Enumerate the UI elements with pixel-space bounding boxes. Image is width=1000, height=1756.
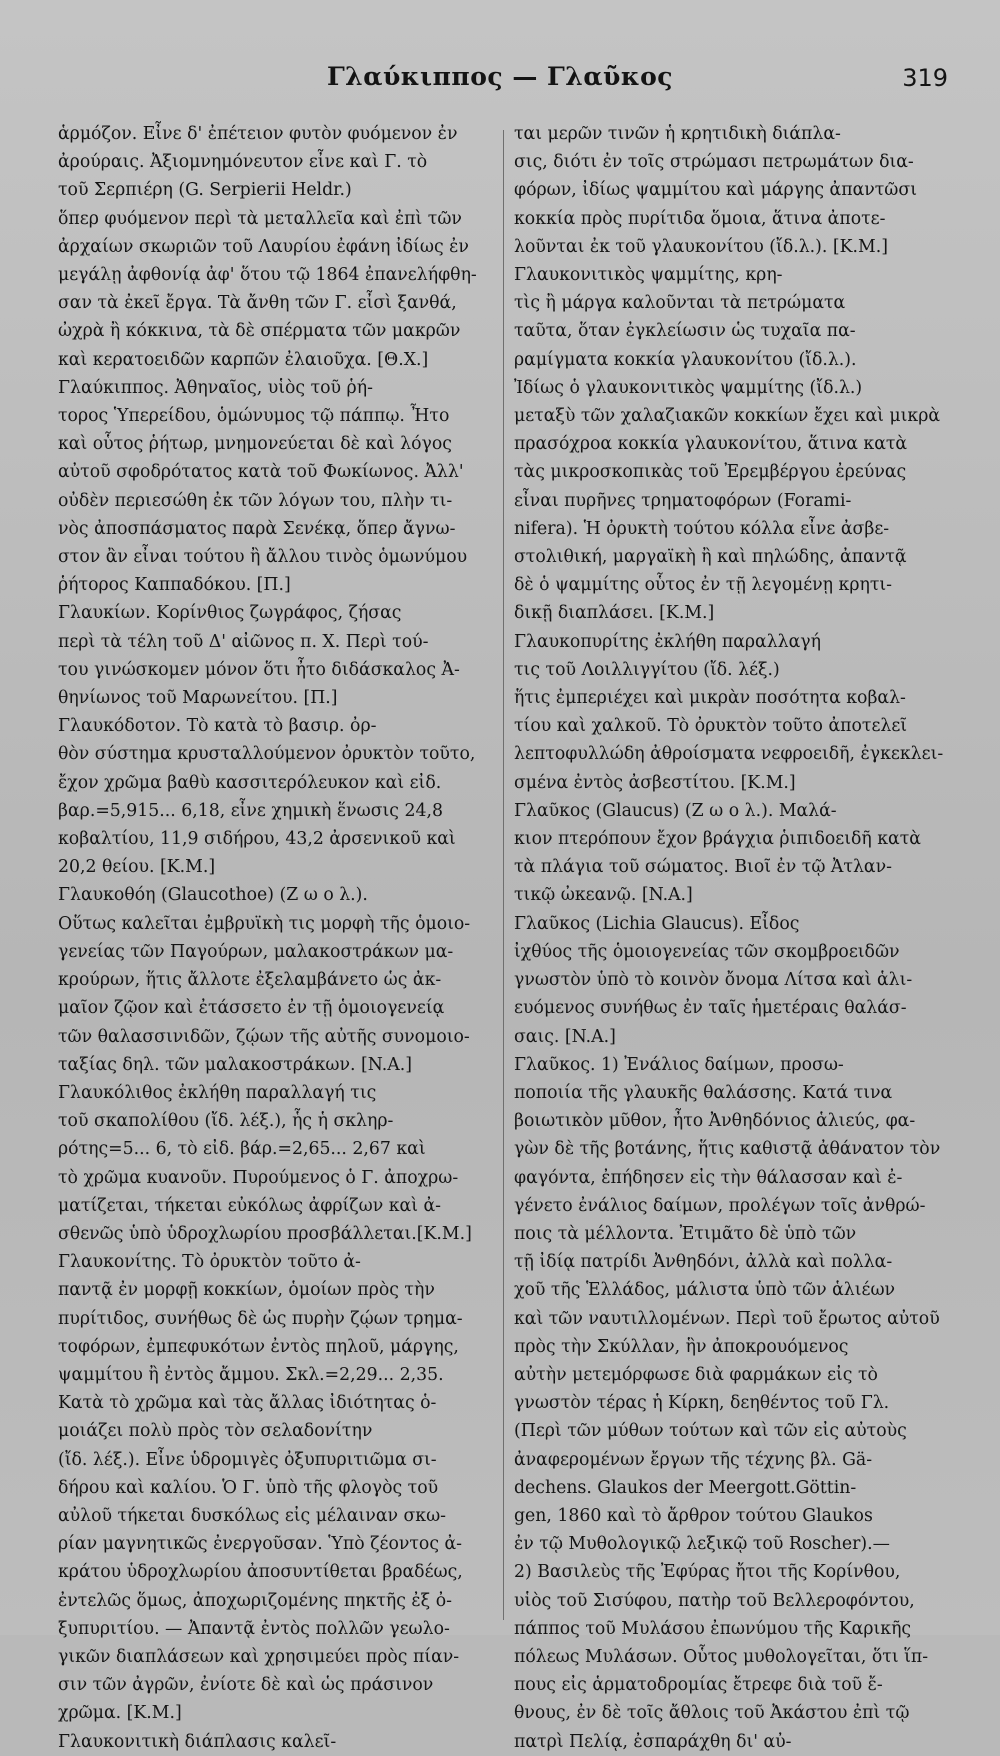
text-line: γένετο ἐνάλιος δαίμων, προλέγων τοῖς ἀνθρώ- bbox=[514, 1195, 926, 1216]
text-line: βοιωτικὸν μῦθον, ἦτο Ἀνθηδόνιος ἁλιεύς, φα- bbox=[514, 1111, 916, 1132]
text-line: πρασόχροα κοκκία γλαυκονίτου, ἅτινα κατὰ bbox=[514, 434, 908, 455]
text-line: τὰ πλάγια τοῦ σώματος. Βιοῖ ἐν τῷ Ἀτλαν- bbox=[514, 857, 892, 878]
text-line: περὶ τὰ τέλη τοῦ Δ' αἰῶνος π. Χ. Περὶ τού- bbox=[58, 631, 429, 652]
text-line: dechens. Glaukos der Meergott.Göttin- bbox=[514, 1477, 857, 1498]
text-line: ξυπυριτίου. — Ἀπαντᾷ ἐντὸς πολλῶν γεωλο- bbox=[58, 1618, 450, 1639]
text-line: πρὸς τὴν Σκύλλαν, ἣν ἀποκρουόμενος bbox=[514, 1336, 849, 1357]
text-line: μοιάζει πολὺ πρὸς τὸν σελαδονίτην bbox=[58, 1421, 373, 1442]
text-line: Γλαυκοθόη (Glaucothoe) (Ζ ω ο λ.). bbox=[58, 885, 368, 906]
text-line: nifera). Ἡ ὀρυκτὴ τούτου κόλλα εἶνε ἀσβε- bbox=[514, 518, 890, 539]
text-line: δὲ ὁ ψαμμίτης οὗτος ἐν τῇ λεγομένῃ κρητι- bbox=[514, 575, 893, 596]
text-line: τοῦ Σερπιέρη (G. Serpierii Heldr.) bbox=[58, 180, 352, 201]
text-line: ψαμμίτου ἢ ἐντὸς ἄμμου. Σκλ.=2,29... 2,35. bbox=[58, 1364, 444, 1385]
text-line: υἱὸς τοῦ Σισύφου, πατὴρ τοῦ Βελλεροφόντου, bbox=[514, 1590, 915, 1611]
text-line: τίου καὶ χαλκοῦ. Τὸ ὀρυκτὸν τοῦτο ἀποτελεῖ bbox=[514, 716, 908, 737]
text-line: τικῷ ὠκεανῷ. [N.A.] bbox=[514, 885, 693, 906]
text-line: φόρων, ἰδίως ψαμμίτου καὶ μάργης ἀπαντῶσι bbox=[514, 180, 917, 201]
text-line: δήρου καὶ καλίου. Ὁ Γ. ὑπὸ τῆς φλογὸς τοῦ bbox=[58, 1477, 439, 1498]
text-line: παντᾷ ἐν μορφῇ κοκκίων, ὁμοίων πρὸς τὴν bbox=[58, 1280, 435, 1301]
text-line: στολιθική, μαργαϊκὴ ἢ καὶ πηλώδης, ἀπαντᾷ bbox=[514, 547, 907, 568]
text-line: Γλαυκόδοτον. Τὸ κατὰ τὸ βασιρ. ὀρ- bbox=[58, 716, 377, 737]
text-line: γενείας τῶν Παγούρων, μαλακοστράκων μα- bbox=[58, 941, 454, 962]
text-line: ἐν τῷ Μυθολογικῷ λεξικῷ τοῦ Roscher).— bbox=[514, 1534, 890, 1555]
text-line: ρίαν μαγνητικῶς ἐνεργοῦσαν. Ὑπὸ ζέοντος ἀ- bbox=[58, 1534, 463, 1555]
text-line: ἁρμόζον. Εἶνε δ' ἐπέτειον φυτὸν φυόμενον ἐν bbox=[58, 124, 458, 144]
text-line: τοφόρων, ἐμπεφυκότων ἐντὸς πηλοῦ, μάργης, bbox=[58, 1336, 459, 1357]
text-line: αὐλοῦ τήκεται δυσκόλως εἰς μέλαιναν σκω- bbox=[58, 1505, 447, 1526]
text-line: ὅπερ φυόμενον περὶ τὰ μεταλλεῖα καὶ ἐπὶ τῶν bbox=[58, 208, 462, 229]
text-line: κρούρων, ἥτις ἄλλοτε ἐξελαμβάνετο ὡς ἀκ- bbox=[58, 970, 442, 991]
text-line: ῥήτορος Καππαδόκου. [Π.] bbox=[58, 575, 291, 596]
text-line: ἔχον χρῶμα βαθὺ κασσιτερόλευκον καὶ εἰδ. bbox=[58, 772, 442, 793]
text-line: ταξίας δηλ. τῶν μαλακοστράκων. [N.A.] bbox=[58, 1054, 412, 1075]
text-line: μεταξὺ τῶν χαλαζιακῶν κοκκίων ἔχει καὶ μικρὰ bbox=[514, 406, 941, 427]
text-line: ποις τὰ μέλλοντα. Ἐτιμᾶτο δὲ ὑπὸ τῶν bbox=[514, 1223, 857, 1244]
text-line: του γινώσκομεν μόνον ὅτι ἦτο διδάσκαλος Ἀ- bbox=[58, 659, 460, 680]
text-line: Γλαυκίων. Κορίνθιος ζωγράφος, ζήσας bbox=[58, 603, 402, 624]
text-line: ἀναφερομένων ἔργων τῆς τέχνης βλ. Gä- bbox=[514, 1449, 873, 1470]
text-line: τῇ ἰδίᾳ πατρίδι Ἀνθηδόνι, ἀλλὰ καὶ πολλα- bbox=[514, 1252, 893, 1273]
text-line: ἀρούραις. Ἀξιομνημόνευτον εἶνε καὶ Γ. τὸ bbox=[58, 152, 428, 173]
text-line: σθενῶς ὑπὸ ὑδροχλωρίου προσβάλλεται.[Κ.Μ.] bbox=[58, 1223, 472, 1244]
text-line: ρότης=5... 6, τὸ εἰδ. βάρ.=2,65... 2,67 καὶ bbox=[58, 1139, 426, 1160]
text-line: κοβαλτίου, 11,9 σιδήρου, 43,2 ἀρσενικοῦ καὶ bbox=[58, 829, 456, 850]
text-line: τοῦ σκαπολίθου (ἴδ. λέξ.), ἧς ἡ σκληρ- bbox=[58, 1111, 394, 1132]
text-line: 2) Βασιλεὺς τῆς Ἐφύρας ἤτοι τῆς Κορίνθου, bbox=[514, 1562, 901, 1583]
text-line: ται μερῶν τινῶν ἡ κρητιδικὴ διάπλα- bbox=[514, 124, 841, 144]
text-line: ταῦτα, ὅταν ἐγκλείωσιν ὡς τυχαῖα πα- bbox=[514, 321, 856, 342]
text-line: 20,2 θείου. [Κ.Μ.] bbox=[58, 857, 216, 878]
text-line: Οὕτως καλεῖται ἐμβρυϊκὴ τις μορφὴ τῆς ὁμοιο- bbox=[58, 913, 471, 934]
text-line: ευόμενος συνήθως ἐν ταῖς ἡμετέραις θαλάσ- bbox=[514, 998, 907, 1019]
text-line: ραμίγματα κοκκία γλαυκονίτου (ἴδ.λ.). bbox=[514, 349, 857, 370]
right-column bbox=[514, 120, 944, 1756]
text-line: ἰχθύος τῆς ὁμοιογενείας τῶν σκομβροειδῶν bbox=[514, 941, 900, 962]
text-line: οὐδὲν περιεσώθη ἐκ τῶν λόγων του, πλὴν τι- bbox=[58, 490, 453, 511]
text-line: πους εἰς ἁρματοδρομίας ἔτρεφε διὰ τοῦ ἔ- bbox=[514, 1675, 883, 1696]
text-line: χοῦ τῆς Ἑλλάδος, μάλιστα ὑπὸ τῶν ἁλιέων bbox=[514, 1280, 896, 1301]
page-number: 319 bbox=[902, 64, 948, 92]
text-line: καὶ κερατοειδῶν καρπῶν ἐλαιοῦχα. [Θ.Χ.] bbox=[58, 349, 429, 370]
text-line: χρῶμα. [Κ.Μ.] bbox=[58, 1703, 182, 1724]
text-line: σις, διότι ἐν τοῖς στρώμασι πετρωμάτων δια- bbox=[514, 152, 914, 173]
text-line: φαγόντα, ἐπήδησεν εἰς τὴν θάλασσαν καὶ ἐ- bbox=[514, 1167, 903, 1188]
text-line: ἀρχαίων σκωριῶν τοῦ Λαυρίου ἐφάνη ἰδίως ἐν bbox=[58, 236, 469, 257]
text-line: γνωστὸν τέρας ἡ Κίρκη, δεηθέντος τοῦ Γλ. bbox=[514, 1393, 890, 1414]
text-line: σμένα ἐντὸς ἀσβεστίτου. [Κ.Μ.] bbox=[514, 772, 796, 793]
text-line: Γλαυκόλιθος ἐκλήθη παραλλαγή τις bbox=[58, 1082, 377, 1103]
text-line: Γλαῦκος. 1) Ἐνάλιος δαίμων, προσω- bbox=[514, 1054, 844, 1075]
text-line: ὠχρὰ ἢ κόκκινα, τὰ δὲ σπέρματα τῶν μακρῶν bbox=[58, 321, 461, 342]
text-line: μεγάλῃ ἀφθονίᾳ ἀφ' ὅτου τῷ 1864 ἐπανελήφθη- bbox=[58, 265, 477, 286]
text-line: γικῶν διαπλάσεων καὶ χρησιμεύει πρὸς πίαν- bbox=[58, 1646, 460, 1667]
text-line: πάππος τοῦ Μυλάσου ἐπωνύμου τῆς Καρικῆς bbox=[514, 1618, 912, 1639]
text-line: Ἰδίως ὁ γλαυκονιτικὸς ψαμμίτης (ἴδ.λ.) bbox=[514, 377, 863, 398]
text-line: Γλαῦκος (Lichia Glaucus). Εἶδος bbox=[514, 913, 800, 934]
text-line: Κατὰ τὸ χρῶμα καὶ τὰς ἄλλας ἰδιότητας ὁ- bbox=[58, 1393, 437, 1414]
text-line: gen, 1860 καὶ τὸ ἄρθρον τούτου Glaukos bbox=[514, 1505, 873, 1526]
text-line: Γλαυκοπυρίτης ἐκλήθη παραλλαγή bbox=[514, 631, 821, 652]
text-line: ποποιία τῆς γλαυκῆς θαλάσσης. Κατά τινα bbox=[514, 1082, 893, 1103]
text-line: τις τοῦ Λοιλλιγγίτου (ἴδ. λέξ.) bbox=[514, 659, 780, 680]
text-line: τὸ χρῶμα κυανοῦν. Πυρούμενος ὁ Γ. ἀποχρω- bbox=[58, 1167, 459, 1188]
text-line: ἐντελῶς ὅμως, ἀποχωριζομένης πηκτῆς ἐξ ὀ- bbox=[58, 1590, 452, 1611]
text-line: τὶς ἢ μάργα καλοῦνται τὰ πετρώματα bbox=[514, 293, 846, 314]
text-line: εἶναι πυρῆνες τρηματοφόρων (Forami- bbox=[514, 490, 852, 511]
text-line: γὼν δὲ τῆς βοτάνης, ἥτις καθιστᾷ ἀθάνατον τὸν bbox=[514, 1139, 941, 1160]
text-line: μαῖον ζῷον καὶ ἐτάσσετο ἐν τῇ ὁμοιογενείᾳ bbox=[58, 998, 445, 1019]
column-rule bbox=[503, 130, 504, 1620]
text-line: (Περὶ τῶν μύθων τούτων καὶ τῶν εἰς αὐτοὺς bbox=[514, 1421, 907, 1442]
text-line: αὐτὴν μετεμόρφωσε διὰ φαρμάκων εἰς τὸ bbox=[514, 1364, 878, 1385]
text-line: νὸς ἀποσπάσματος παρὰ Σενέκᾳ, ὅπερ ἄγνω- bbox=[58, 518, 456, 539]
text-line: πυρίτιδος, συνήθως δὲ ὡς πυρὴν ζῴων τρημα- bbox=[58, 1308, 463, 1329]
text-line: θηνίωνος τοῦ Μαρωνείτου. [Π.] bbox=[58, 688, 338, 709]
text-line: καὶ οὗτος ῥήτωρ, μνημονεύεται δὲ καὶ λόγος bbox=[58, 434, 452, 455]
text-line: Γλαυκονιτικὸς ψαμμίτης, κρη- bbox=[514, 265, 783, 286]
text-line: τὰς μικροσκοπικὰς τοῦ Ἐρεμβέργου ἐρεύνας bbox=[514, 462, 907, 483]
text-line: Γλαῦκος (Glaucus) (Ζ ω ο λ.). Μαλά- bbox=[514, 800, 837, 821]
text-line: κιον πτερόπουν ἔχον βράγχια ῥιπιδοειδῆ κατὰ bbox=[514, 829, 921, 850]
running-head: Γλαύκιππος — Γλαῦκος bbox=[326, 62, 674, 91]
text-line: σαις. [N.A.] bbox=[514, 1026, 616, 1047]
text-line: καὶ τῶν ναυτιλλομένων. Περὶ τοῦ ἔρωτος αὐτοῦ bbox=[514, 1308, 940, 1329]
text-line: τορος Ὑπερείδου, ὁμώνυμος τῷ πάππῳ. Ἦτο bbox=[58, 406, 450, 427]
text-line: στον ἂν εἶναι τούτου ἢ ἄλλου τινὸς ὁμωνύμου bbox=[58, 547, 468, 568]
text-line: κράτου ὑδροχλωρίου ἀποσυντίθεται βραδέως, bbox=[58, 1562, 463, 1583]
text-line: βαρ.=5,915... 6,18, εἶνε χημικὴ ἕνωσις 24,8 bbox=[58, 800, 443, 821]
text-line: λεπτοφυλλώδη ἀθροίσματα νεφροειδῆ, ἐγκεκλει- bbox=[514, 744, 944, 765]
text-line: δικῇ διαπλάσει. [Κ.Μ.] bbox=[514, 603, 715, 624]
text-line: (ἴδ. λέξ.). Εἶνε ὑδρομιγὲς ὀξυπυριτιῶμα σι- bbox=[58, 1449, 437, 1470]
left-column bbox=[58, 120, 492, 1756]
text-line: γνωστὸν ὑπὸ τὸ κοινὸν ὄνομα Λίτσα καὶ ἁλι- bbox=[514, 970, 913, 991]
text-line: θνους, ἐν δὲ τοῖς ἄθλοις τοῦ Ἀκάστου ἐπὶ τῷ bbox=[514, 1703, 910, 1724]
text-line: τῶν θαλασσινιδῶν, ζῴων τῆς αὐτῆς συνομοιο- bbox=[58, 1026, 470, 1047]
text-line: Γλαυκονίτης. Τὸ ὀρυκτὸν τοῦτο ἀ- bbox=[58, 1252, 361, 1273]
text-line: σιν τῶν ἀγρῶν, ἐνίοτε δὲ καὶ ὡς πράσινον bbox=[58, 1675, 434, 1696]
text-line: πατρὶ Πελίᾳ, ἐσπαράχθη δι' αὐ- bbox=[514, 1731, 792, 1752]
text-line: ματίζεται, τήκεται εὐκόλως ἀφρίζων καὶ ἀ- bbox=[58, 1195, 442, 1216]
text-line: ἥτις ἐμπεριέχει καὶ μικρὰν ποσότητα κοβαλ- bbox=[514, 688, 906, 709]
text-line: πόλεως Μυλάσων. Οὗτος μυθολογεῖται, ὅτι ἵπ- bbox=[514, 1646, 929, 1667]
text-line: θὸν σύστημα κρυσταλλούμενον ὀρυκτὸν τοῦτο, bbox=[58, 744, 476, 765]
text-line: Γλαύκιππος. Ἀθηναῖος, υἱὸς τοῦ ῥή- bbox=[58, 377, 373, 398]
text-line: λοῦνται ἐκ τοῦ γλαυκονίτου (ἴδ.λ.). [Κ.Μ.] bbox=[514, 236, 888, 257]
text-line: αὐτοῦ σφοδρότατος κατὰ τοῦ Φωκίωνος. Ἀλλ' bbox=[58, 462, 464, 483]
text-line: σαν τὰ ἐκεῖ ἔργα. Τὰ ἄνθη τῶν Γ. εἶσὶ ξανθά, bbox=[58, 293, 457, 314]
text-line: κοκκία πρὸς πυρίτιδα ὅμοια, ἅτινα ἀποτε- bbox=[514, 208, 886, 229]
text-line: Γλαυκονιτικὴ διάπλασις καλεῖ- bbox=[58, 1731, 337, 1752]
